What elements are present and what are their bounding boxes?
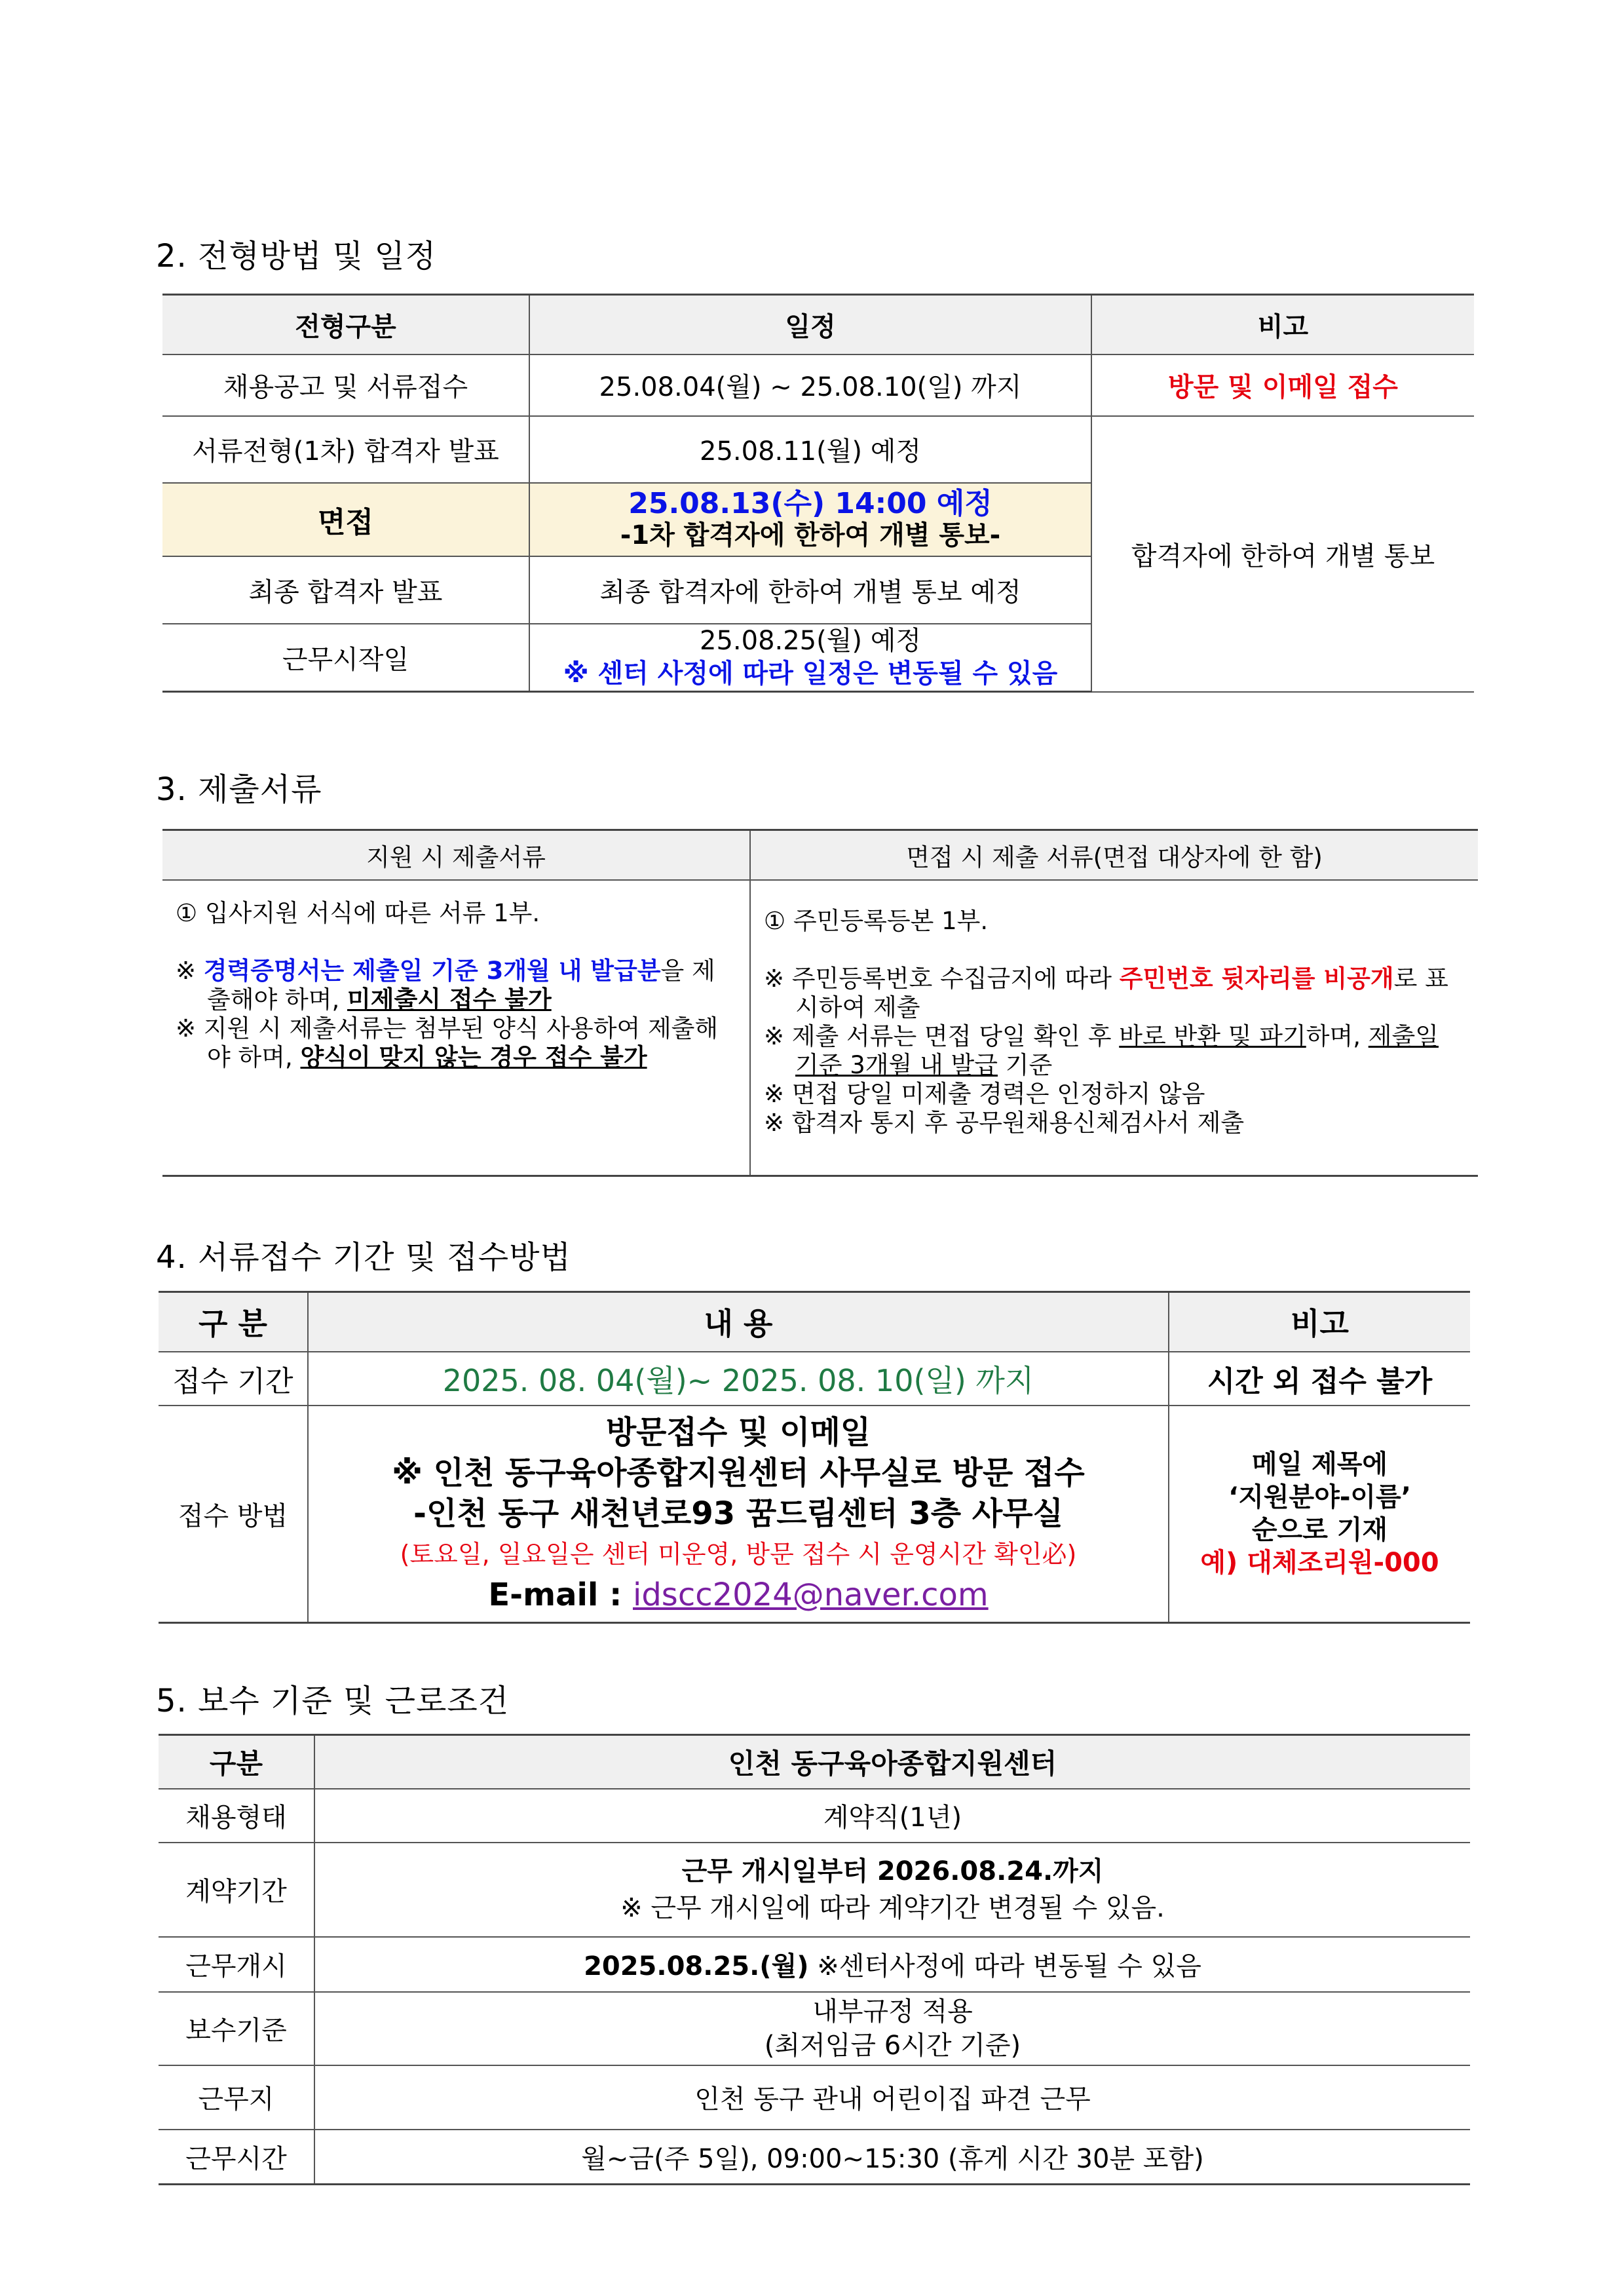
method-note [1169,1406,1470,1623]
start-value: 2025.08.25.(월) ※센터사정에 따라 변동될 수 있음 [314,1937,1470,1992]
pay-label: 보수기준 [159,1992,314,2065]
schedule-table [162,294,1474,693]
stage-label: 채용공고 및 서류접수 [162,354,529,416]
start-label: 근무개시 [159,1937,314,1992]
method-line-4: (토요일, 일요일은 센터 미운영, 방문 접수 시 운영시간 확인必) [400,1540,1077,1569]
header-apply-docs: 지원 시 제출서류 [162,830,750,880]
table-row [159,1937,1470,1992]
documents-table [162,829,1478,1177]
table-row [159,2130,1470,2185]
table-row [159,2065,1470,2130]
header-category: 구 분 [159,1292,308,1352]
contract-line-2: ※ 근무 개시일에 따라 계약기간 변경될 수 있음. [620,1892,1165,1923]
header-interview-docs: 면접 시 제출 서류(면접 대상자에 한 함) [750,830,1478,880]
interview-note-4: ※ 합격자 통지 후 공무원채용신체검사서 제출 [764,1108,1245,1137]
header-stage: 전형구분 [162,295,529,354]
emp-type-label: 채용형태 [159,1789,314,1843]
stage-schedule: 25.08.04(월) ~ 25.08.10(일) 까지 [529,354,1091,416]
stage-schedule: 25.08.11(월) 예정 [529,416,1091,483]
stage-schedule [529,483,1091,556]
contract-line-1: 근무 개시일부터 2026.08.24.까지 [681,1856,1104,1886]
section-3-title: 3. 제출서류 [156,771,322,808]
receipt-table [159,1291,1470,1624]
pay-value [314,1992,1470,2065]
start-remark: ※ 센터 사정에 따라 일정은 변동될 수 있음 [563,659,1058,689]
stage-label: 면접 [162,483,529,556]
start-date: 25.08.25(월) 예정 [700,626,921,657]
stage-label: 서류전형(1차) 합격자 발표 [162,416,529,483]
interview-date: 25.08.13(수) 14:00 예정 [628,486,992,520]
email-line [316,1575,1160,1615]
header-category: 구분 [159,1735,314,1789]
method-note-2: ‘지원분야-이름’ [1228,1482,1411,1513]
merged-note: 합격자에 한하여 개별 통보 [1091,416,1474,692]
stage-label: 근무시작일 [162,624,529,692]
table-row [159,1843,1470,1937]
section-2-title: 2. 전형방법 및 일정 [156,238,437,275]
interview-item-1: ① 주민등록등본 1부. [764,906,989,935]
pay-line-2: (최저임금 6시간 기준) [764,2030,1021,2061]
header-schedule: 일정 [529,295,1091,354]
method-note-3: 순으로 기재 [1251,1515,1388,1546]
email-link[interactable]: idscc2024@naver.com [633,1577,989,1614]
stage-note: 방문 및 이메일 접수 [1091,354,1474,416]
apply-note-1: ※ 경력증명서는 제출일 기준 3개월 내 발급분을 제출해야 하며, 미제출시 접수 불가 [176,956,715,1014]
interview-remark: -1차 합격자에 한하여 개별 통보- [620,520,1001,550]
place-value: 인천 동구 관내 어린이집 파견 근무 [314,2065,1470,2130]
stage-schedule: 최종 합격자에 한하여 개별 통보 예정 [529,556,1091,624]
apply-note-2: ※ 지원 시 제출서류는 첨부된 양식 사용하여 제출해야 하며, 양식이 맞지 않는 경우 접수 불가 [176,1014,719,1071]
hours-label: 근무시간 [159,2130,314,2185]
period-value: 2025. 08. 04(월)~ 2025. 08. 10(일) 까지 [308,1352,1169,1406]
period-note: 시간 외 접수 불가 [1169,1352,1470,1406]
conditions-table [159,1734,1470,2185]
header-note: 비고 [1091,295,1474,354]
interview-docs-cell [750,880,1478,1176]
stage-schedule [529,624,1091,692]
apply-docs-cell [162,880,750,1176]
hours-value: 월~금(주 5일), 09:00~15:30 (휴게 시간 30분 포함) [314,2130,1470,2185]
table-row [159,1992,1470,2065]
table-row [159,1406,1470,1623]
interview-note-1: ※ 주민등록번호 수집금지에 따라 주민번호 뒷자리를 비공개로 표시하여 제출 [764,964,1448,1022]
method-content [308,1406,1169,1623]
period-label: 접수 기간 [159,1352,308,1406]
method-note-4: 예) 대체조리원-000 [1200,1548,1439,1578]
method-line-2: ※ 인천 동구육아종합지원센터 사무실로 방문 접수 [392,1455,1085,1492]
interview-note-2: ※ 제출 서류는 면접 당일 확인 후 바로 반환 및 파기하며, 제출일 기준 3개월 내 발급 기준 [764,1022,1439,1079]
place-label: 근무지 [159,2065,314,2130]
email-label: E-mail : [488,1577,633,1614]
table-row [162,880,1478,1176]
header-center: 인천 동구육아종합지원센터 [314,1735,1470,1789]
section-5-title: 5. 보수 기준 및 근로조건 [156,1683,510,1719]
table-row [162,354,1474,416]
method-line-3: -인천 동구 새천년로93 꿈드림센터 3층 사무실 [413,1495,1063,1533]
header-content: 내 용 [308,1292,1169,1352]
contract-label: 계약기간 [159,1843,314,1937]
table-row [159,1789,1470,1843]
apply-item-1: ① 입사지원 서식에 따른 서류 1부. [176,898,540,927]
section-4-title: 4. 서류접수 기간 및 접수방법 [156,1239,571,1276]
table-row [159,1352,1470,1406]
stage-label: 최종 합격자 발표 [162,556,529,624]
interview-note-3: ※ 면접 당일 미제출 경력은 인정하지 않음 [764,1079,1205,1108]
method-label: 접수 방법 [159,1406,308,1623]
contract-value [314,1843,1470,1937]
pay-line-1: 내부규정 적용 [812,1996,973,2027]
emp-type-value: 계약직(1년) [314,1789,1470,1843]
method-note-1: 메일 제목에 [1251,1449,1388,1480]
header-note: 비고 [1169,1292,1470,1352]
table-row [162,416,1474,483]
method-line-1: 방문접수 및 이메일 [605,1414,871,1451]
